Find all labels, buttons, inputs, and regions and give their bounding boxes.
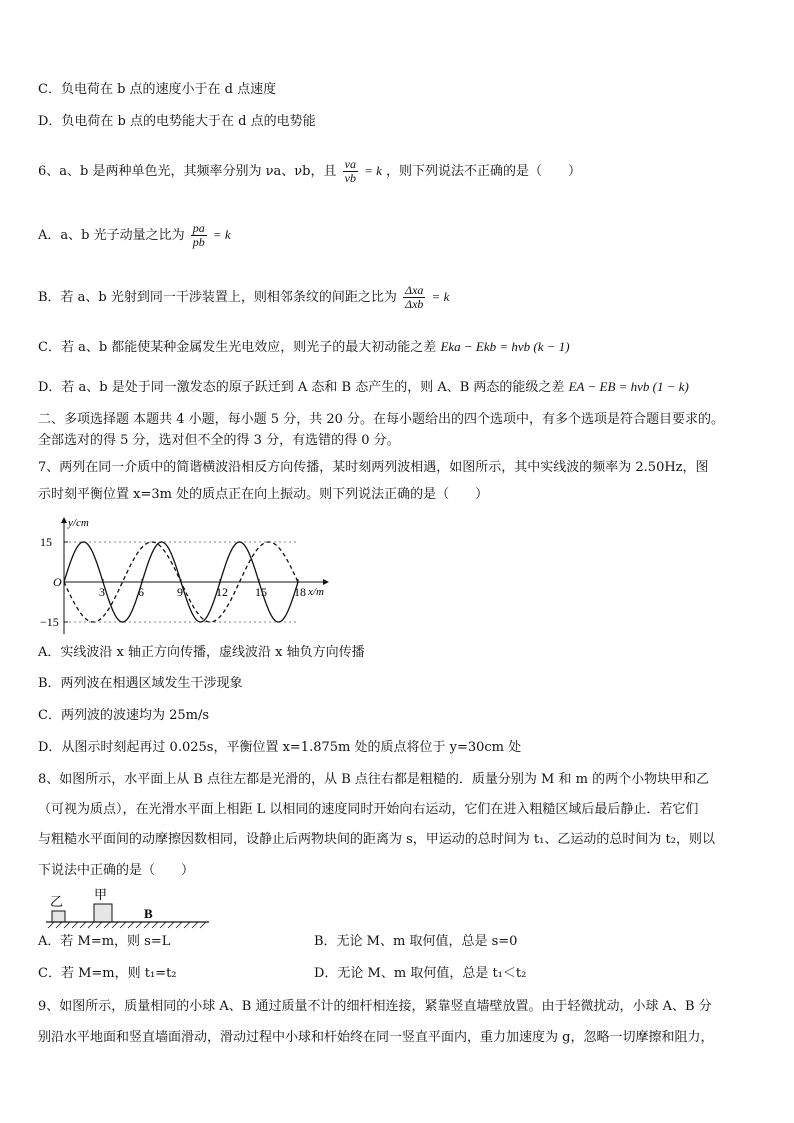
q6-stem-b: ，则下列说法不正确的是（ ）	[386, 164, 582, 179]
eq-k-2: = k	[212, 227, 231, 242]
x-tick-label: 18	[294, 585, 306, 599]
eq-k-1: = k	[364, 163, 382, 178]
section2-line1: 二、多项选择题 本题共 4 小题，每小题 5 分，共 20 分。在每小题给出的四个选项中，有多个选项是符合题目要求的。	[38, 412, 725, 427]
q8-stem-line3: 与粗糙水平面间的动摩擦因数相同，设静止后两物块间的距离为 s，甲运动的总时间为 t₁、乙运动的总时间为 t₂，则以	[38, 832, 715, 847]
ground-hatch	[48, 922, 206, 928]
x-axis-label: x/m	[308, 586, 324, 598]
y-tick-label: −15	[40, 615, 59, 629]
block-jia	[94, 904, 112, 922]
q8-option-c: C．若 M=m，则 t₁=t₂	[38, 966, 177, 981]
q7-option-d: D．从图示时刻起再过 0.025s，平衡位置 x=1.875m 处的质点将位于 y=30cm 处	[38, 740, 522, 755]
q8-stem-line2: （可视为质点），在光滑水平面上相距 L 以相同的速度同时开始向右运动，它们在进入粗糙区域后最后静止．若它们	[38, 802, 699, 817]
q8-stem-line1: 8、如图所示，水平面上从 B 点往左都是光滑的，从 B 点往右都是粗糙的．质量分别为 M 和 m 的两个小物块甲和乙	[38, 772, 710, 787]
q7-option-a: A．实线波沿 x 轴正方向传播，虚线波沿 x 轴负方向传播	[38, 645, 365, 660]
q6-option-d	[38, 377, 689, 398]
q6-option-b-text: B．若 a、b 光射到同一干涉装置上，则相邻条纹的间距之比为	[38, 290, 397, 305]
q6-option-b	[38, 284, 449, 311]
q6-option-c-text: C．若 a、b 都能使某种金属发生光电效应，则光子的最大初动能之差	[38, 340, 437, 355]
q6-option-d-math: EA − EB = hνb (1 − k)	[568, 379, 689, 394]
x-tick-label: 9	[177, 585, 183, 599]
q5-option-c: C．负电荷在 b 点的速度小于在 d 点速度	[38, 82, 277, 97]
q8-option-d: D．无论 M、m 取何值，总是 t₁＜t₂	[314, 966, 527, 981]
dx-num: Δxa	[405, 283, 424, 297]
dx-den: Δxb	[405, 297, 424, 311]
q7-option-c: C．两列波的波速均为 25m/s	[38, 708, 209, 723]
label-jia: 甲	[94, 887, 108, 902]
wave-chart	[38, 512, 338, 640]
q6-option-c-math: Eka − Ekb = hνb (k − 1)	[440, 339, 570, 354]
q9-stem-line2: 别沿水平地面和竖直墙面滑动，滑动过程中小球和杆始终在同一竖直平面内，重力加速度为 g，忽略一切摩擦和阻力，	[38, 1030, 714, 1045]
label-yi: 乙	[50, 894, 64, 909]
y-axis-label: y/cm	[68, 517, 89, 529]
q6-option-a	[38, 222, 231, 249]
blocks-figure	[44, 886, 214, 932]
momentum-fraction	[191, 222, 207, 249]
x-tick-label: 12	[216, 585, 228, 599]
eq-k-3: = k	[431, 289, 450, 304]
mom-num: pa	[192, 221, 205, 235]
block-yi	[52, 911, 65, 922]
section2-line2: 全部选对的得 5 分，选对但不全的得 3 分，有选错的得 0 分。	[38, 433, 400, 448]
x-tick-label: 3	[99, 585, 105, 599]
q6-option-a-text: A．a、b 光子动量之比为	[38, 228, 185, 243]
q8-option-b: B．无论 M、m 取何值，总是 s=0	[314, 934, 518, 949]
q7-option-b: B．两列波在相遇区域发生干涉现象	[38, 676, 243, 691]
q7-stem-line1: 7、两列在同一介质中的简谐横波沿相反方向传播，某时刻两列波相遇，如图所示，其中实线波的频率为 2.50Hz，图	[38, 460, 709, 475]
x-tick-label: 15	[255, 585, 267, 599]
fringe-fraction	[403, 284, 425, 311]
q8-option-a: A．若 M=m，则 s=L	[38, 934, 171, 949]
q6-stem-a: 6、a、b 是两种单色光，其频率分别为 νa、νb，且	[38, 164, 337, 179]
origin-label: O	[53, 575, 62, 589]
q6-option-d-text: D．若 a、b 是处于同一激发态的原子跃迁到 A 态和 B 态产生的，则 A、B 两态的能级之差	[38, 380, 565, 395]
freq-fraction	[343, 158, 358, 185]
freq-den: νb	[344, 171, 356, 185]
q8-stem-line4: 下说法中正确的是（ ）	[38, 863, 195, 878]
q7-stem-line2: 示时刻平衡位置 x=3m 处的质点正在向上振动。则下列说法正确的是（ ）	[38, 487, 489, 502]
q5-option-d: D．负电荷在 b 点的电势能大于在 d 点的电势能	[38, 114, 316, 129]
q6-stem	[38, 158, 581, 185]
label-b: B	[144, 906, 153, 921]
freq-num: νa	[344, 157, 356, 171]
q6-option-c	[38, 337, 570, 358]
x-tick-label: 6	[138, 585, 144, 599]
mom-den: pb	[192, 235, 205, 249]
q9-stem-line1: 9、如图所示，质量相同的小球 A、B 通过质量不计的细杆相连接，紧靠竖直墙壁放置。由于轻微扰动，小球 A、B 分	[38, 999, 712, 1014]
y-tick-label: 15	[40, 535, 52, 549]
